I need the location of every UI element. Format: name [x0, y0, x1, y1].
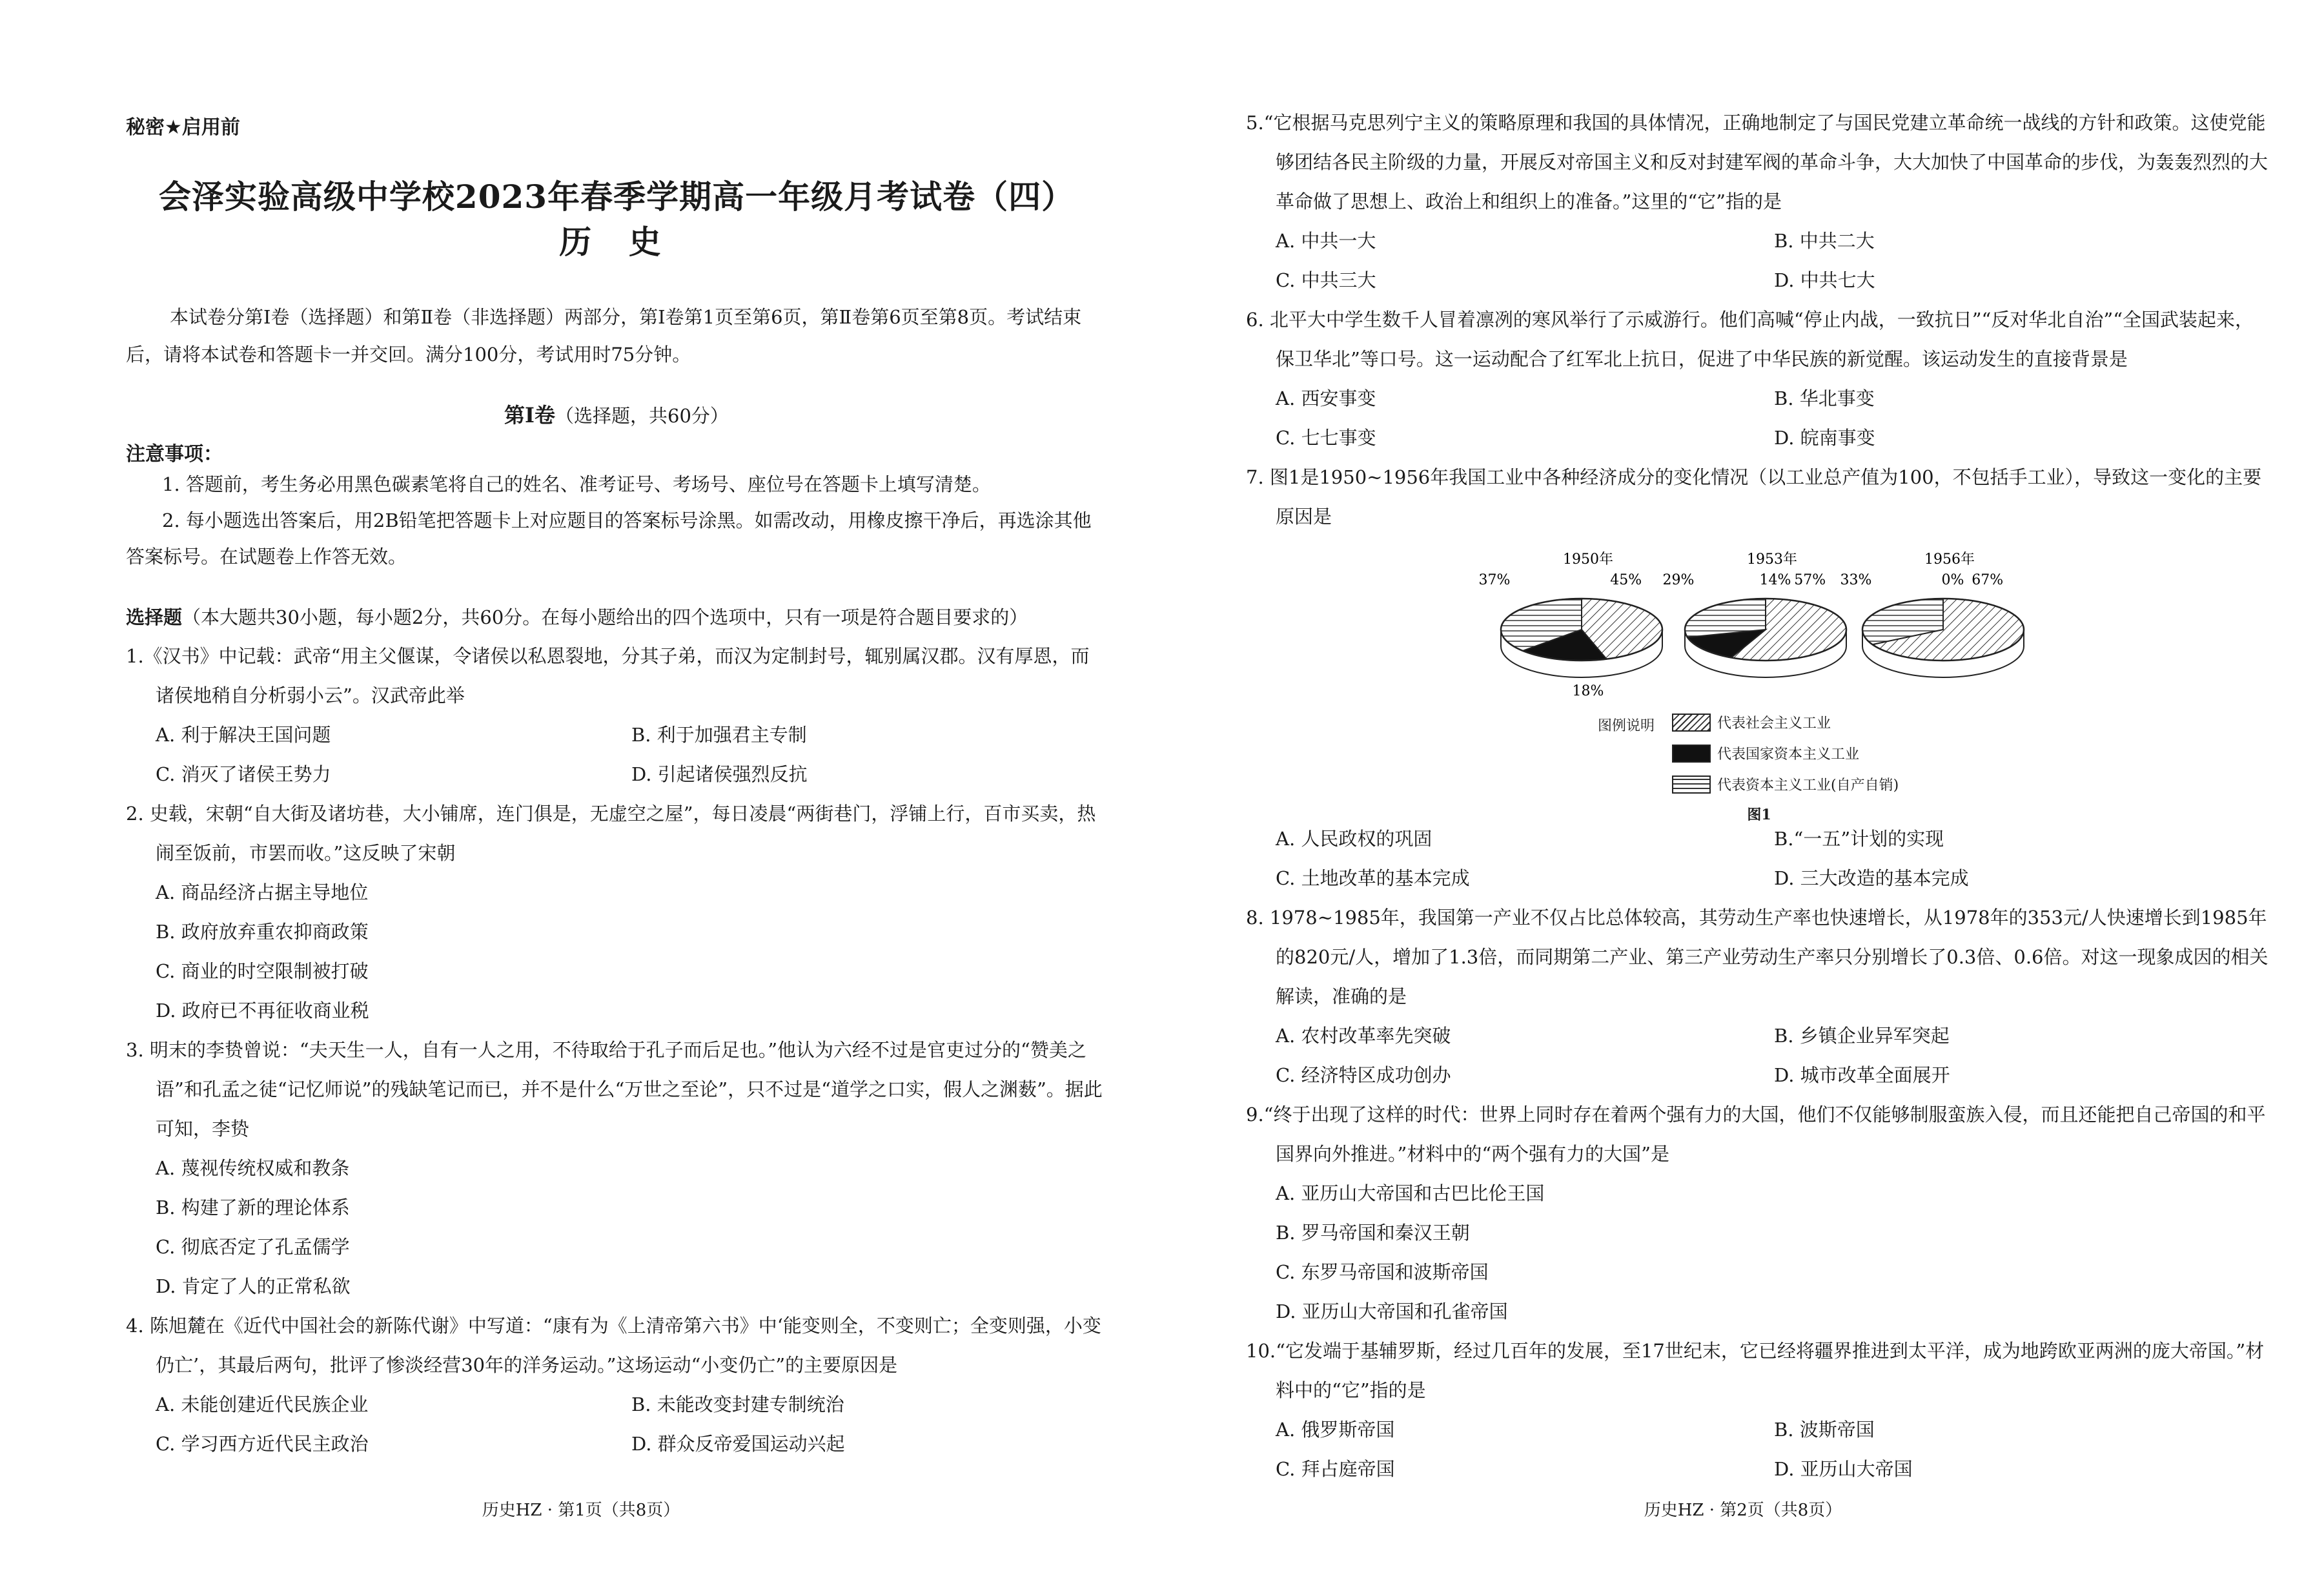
legend-item-state-capitalist	[1672, 743, 1859, 763]
pie-percent-label: 45%	[1610, 572, 1642, 588]
option-d[interactable]: D. 三大改造的基本完成	[1774, 867, 1969, 889]
question-stem: 8. 1978~1985年，我国第一产业不仅占比总体较高，其劳动生产率也快速增长，从1978年的353元/人快速增长到1985年的820元/人，增加了1.3倍，而同期第二产业、第三产业劳动生产率只分别增长了0.3倍、0.6倍。对这一现象成因的相关解读，准确的是	[1246, 907, 2268, 1007]
subject-title: 历 史	[559, 223, 674, 261]
option-a[interactable]: A. 蔑视传统权威和教条	[156, 1157, 350, 1179]
section-label: 选择题	[126, 606, 183, 628]
option-list	[1246, 1410, 2272, 1489]
legend-title-row	[1598, 715, 1655, 735]
page-footer: 历史HZ · 第1页（共8页）	[482, 1501, 680, 1520]
option-b[interactable]: B. 未能改变封建专制统治	[631, 1393, 844, 1415]
legend-item-socialist	[1672, 712, 1831, 732]
pie-percent-label: 0%	[1941, 572, 1964, 588]
note-item: 1. 答题前，考生务必用黑色碳素笔将自己的姓名、准考证号、考场号、座位号在答题卡上填写清楚。	[162, 473, 991, 495]
option-c[interactable]: C. 东罗马帝国和波斯帝国	[1276, 1261, 1489, 1283]
right-column	[1246, 103, 2272, 1489]
option-a[interactable]: A. 利于解决王国问题	[156, 724, 331, 746]
pie-percent-label: 29%	[1662, 572, 1695, 588]
option-d[interactable]: D. 中共七大	[1774, 269, 1875, 291]
option-c[interactable]: C. 七七事变	[1276, 427, 1376, 449]
notes-list	[126, 466, 1107, 575]
option-b[interactable]: B.“一五”计划的实现	[1774, 828, 1944, 850]
option-a[interactable]: A. 俄罗斯帝国	[1276, 1419, 1395, 1441]
question-stem: 10.“它发端于基辅罗斯，经过几百年的发展，至17世纪末，它已经将疆界推进到太平洋，成为地跨欧亚两洲的庞大帝国。”材料中的“它”指的是	[1246, 1340, 2265, 1401]
notes-header: 注意事项：	[126, 443, 223, 466]
legend-item-private	[1672, 774, 1899, 794]
option-d[interactable]: D. 亚历山大帝国和孔雀帝国	[1276, 1300, 1508, 1322]
option-d[interactable]: D. 群众反帝爱国运动兴起	[631, 1433, 845, 1455]
pie-chart-group	[1407, 546, 2182, 720]
legend-title: 图例说明	[1598, 718, 1655, 734]
figure-1	[1246, 539, 2272, 823]
pie-percent-label: 57%	[1794, 572, 1826, 588]
option-list	[126, 715, 1107, 794]
question-2	[126, 794, 1107, 1031]
option-d[interactable]: D. 皖南事变	[1774, 427, 1875, 449]
legend-label: 代表社会主义工业	[1717, 715, 1831, 732]
option-c[interactable]: C. 彻底否定了孔孟儒学	[156, 1236, 350, 1258]
volume-subtitle: （选择题，共60分）	[555, 405, 729, 427]
option-b[interactable]: B. 华北事变	[1774, 387, 1875, 409]
option-c[interactable]: C. 学习西方近代民主政治	[156, 1433, 369, 1455]
option-c[interactable]: C. 中共三大	[1276, 269, 1376, 291]
pie-percent-label: 14%	[1759, 572, 1791, 588]
pie-year-label: 1950年	[1563, 551, 1613, 568]
secret-label: 秘密★启用前	[126, 116, 240, 139]
volume-heading	[126, 399, 1107, 429]
option-list	[1246, 819, 2272, 898]
option-a[interactable]: A. 亚历山大帝国和古巴比伦王国	[1276, 1182, 1545, 1204]
option-b[interactable]: B. 构建了新的理论体系	[156, 1197, 350, 1218]
option-a[interactable]: A. 中共一大	[1276, 230, 1376, 252]
pie-percent-label: 67%	[1972, 572, 2004, 588]
pie-year-label: 1956年	[1924, 551, 1975, 568]
pie-percent-label: 18%	[1572, 683, 1604, 699]
section-text: （本大题共30小题，每小题2分，共60分。在每小题给出的四个选项中，只有一项是符合题目要求的）	[182, 606, 1028, 628]
exam-intro: 本试卷分第Ⅰ卷（选择题）和第Ⅱ卷（非选择题）两部分，第Ⅰ卷第1页至第6页，第Ⅱ卷第6页至第8页。考试结束后，请将本试卷和答题卡一并交回。满分100分，考试用时75分钟。	[126, 306, 1082, 365]
question-3	[126, 1031, 1107, 1306]
question-stem: 7. 图1是1950~1956年我国工业中各种经济成分的变化情况（以工业总产值为100，不包括手工业），导致这一变化的主要原因是	[1246, 466, 2262, 528]
option-a[interactable]: A. 农村改革率先突破	[1276, 1025, 1451, 1047]
option-list	[126, 1149, 1107, 1306]
question-stem: 9.“终于出现了这样的时代：世界上同时存在着两个强有力的大国，他们不仅能够制服蛮族入侵，而且还能把自己帝国的和平国界向外推进。”材料中的“两个强有力的大国”是	[1246, 1104, 2266, 1165]
legend-label: 代表国家资本主义工业	[1717, 746, 1860, 763]
question-5	[1246, 103, 2272, 300]
option-c[interactable]: C. 拜占庭帝国	[1276, 1458, 1395, 1480]
pie-percent-label: 33%	[1840, 572, 1872, 588]
option-a[interactable]: A. 人民政权的巩固	[1276, 828, 1432, 850]
hatch-swatch-icon	[1672, 714, 1711, 732]
option-a[interactable]: A. 商品经济占据主导地位	[156, 881, 369, 903]
option-b[interactable]: B. 利于加强君主专制	[631, 724, 807, 746]
question-9	[1246, 1095, 2272, 1331]
question-1	[126, 637, 1107, 794]
option-c[interactable]: C. 商业的时空限制被打破	[156, 960, 369, 982]
question-7	[1246, 458, 2272, 898]
option-b[interactable]: B. 波斯帝国	[1774, 1419, 1875, 1441]
option-list	[126, 1385, 1107, 1464]
question-stem: 5.“它根据马克思列宁主义的策略原理和我国的具体情况，正确地制定了与国民党建立革命统一战线的方针和政策。这使党能够团结各民主阶级的力量，开展反对帝国主义和反对封建军阀的革命斗争，大大加快了中国革命的步伐，为轰轰烈烈的大革命做了思想上、政治上和组织上的准备。”这里的“它”指的是	[1246, 112, 2268, 212]
pie-percent-label: 37%	[1478, 572, 1511, 588]
option-c[interactable]: C. 消灭了诸侯王势力	[156, 763, 331, 785]
option-b[interactable]: B. 中共二大	[1774, 230, 1875, 252]
option-a[interactable]: A. 西安事变	[1276, 387, 1376, 409]
option-list	[1246, 379, 2272, 458]
black-swatch-icon	[1672, 745, 1711, 763]
option-d[interactable]: D. 引起诸侯强烈反抗	[631, 763, 808, 785]
question-stem: 6. 北平大中学生数千人冒着凛冽的寒风举行了示威游行。他们高喊“停止内战，一致抗日”“反对华北自治”“全国武装起来，保卫华北”等口号。这一运动配合了红军北上抗日，促进了中华民族的新觉醒。该运动发生的直接背景是	[1246, 309, 2254, 370]
option-c[interactable]: C. 经济特区成功创办	[1276, 1064, 1451, 1086]
option-b[interactable]: B. 乡镇企业异军突起	[1774, 1025, 1950, 1047]
pie-year-label: 1953年	[1747, 551, 1797, 568]
option-list	[1246, 1016, 2272, 1095]
left-column	[126, 298, 1107, 1464]
option-list	[126, 873, 1107, 1031]
option-list	[1246, 1174, 2272, 1331]
option-b[interactable]: B. 罗马帝国和秦汉王朝	[1276, 1222, 1470, 1244]
option-d[interactable]: D. 政府已不再征收商业税	[156, 1000, 369, 1022]
option-d[interactable]: D. 肯定了人的正常私欲	[156, 1275, 351, 1297]
option-d[interactable]: D. 亚历山大帝国	[1774, 1458, 1913, 1480]
note-item: 2. 每小题选出答案后，用2B铅笔把答题卡上对应题目的答案标号涂黑。如需改动，用橡皮擦干净后，再选涂其他答案标号。在试题卷上作答无效。	[126, 509, 1092, 568]
figure-caption: 图1	[1747, 807, 1771, 823]
exam-title: 会泽实验高级中学校2023年春季学期高一年级月考试卷（四）	[158, 178, 1075, 216]
section-heading	[126, 598, 1107, 637]
page-footer: 历史HZ · 第2页（共8页）	[1644, 1501, 1842, 1520]
question-6	[1246, 300, 2272, 458]
option-list	[1246, 221, 2272, 300]
question-stem: 1.《汉书》中记载：武帝“用主父偃谋，令诸侯以私恩裂地，分其子弟，而汉为定制封号，辄别属汉郡。汉有厚恩，而诸侯地稍自分析弱小云”。汉武帝此举	[126, 645, 1090, 706]
option-a[interactable]: A. 未能创建近代民族企业	[156, 1393, 369, 1415]
legend-label: 代表资本主义工业(自产自销)	[1717, 777, 1899, 794]
question-8	[1246, 898, 2272, 1095]
question-stem: 4. 陈旭麓在《近代中国社会的新陈代谢》中写道：“康有为《上清帝第六书》中‘能变则全，不变则亡；全变则强，小变仍亡’，其最后两句，批评了惨淡经营30年的洋务运动。”这场运动“小变仍亡”的主要原因是	[126, 1315, 1101, 1376]
right-page	[1162, 0, 2324, 1593]
volume-title: 第Ⅰ卷	[504, 403, 556, 427]
question-stem: 2. 史载，宋朝“自大街及诸坊巷，大小铺席，连门俱是，无虚空之屋”，每日凌晨“两街巷门，浮铺上行，百市买卖，热闹至饭前，市罢而收。”这反映了宋朝	[126, 803, 1096, 864]
question-10	[1246, 1331, 2272, 1489]
option-b[interactable]: B. 政府放弃重农抑商政策	[156, 921, 369, 943]
question-4	[126, 1306, 1107, 1464]
option-d[interactable]: D. 城市改革全面展开	[1774, 1064, 1950, 1086]
option-c[interactable]: C. 土地改革的基本完成	[1276, 867, 1470, 889]
horizontal-hatch-swatch-icon	[1672, 776, 1711, 794]
question-stem: 3. 明末的李贽曾说：“夫天生一人，自有一人之用，不待取给于孔子而后足也。”他认为六经不过是官吏过分的“赞美之语”和孔孟之徒“记忆师说”的残缺笔记而已，并不是什么“万世之至论”，只不过是“道学之口实，假人之渊薮”。据此可知，李贽	[126, 1039, 1103, 1140]
